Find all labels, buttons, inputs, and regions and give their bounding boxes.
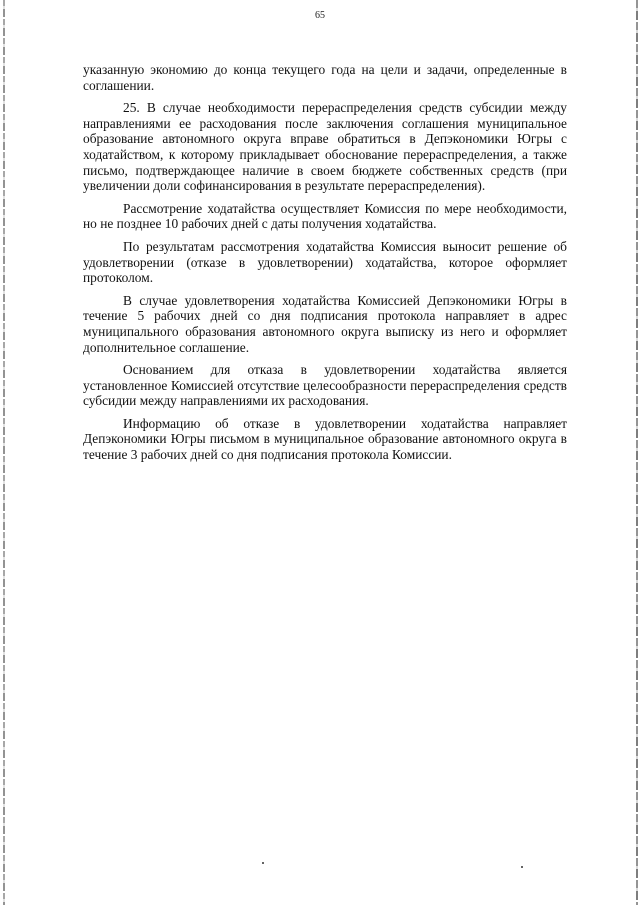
scan-speck <box>521 866 523 868</box>
page-number: 65 <box>315 10 325 21</box>
scan-edge-left <box>3 0 5 905</box>
paragraph-review: Рассмотрение ходатайства осуществляет Комиссия по мере необходимости, но не позднее 10 рабочих дней с даты получения ходатайства. <box>83 200 567 232</box>
paragraph-decision: По результатам рассмотрения ходатайства Комиссия выносит решение об удовлетворении (отказе в удовлетворении) ходатайства, которое оформляет протоколом. <box>83 238 567 286</box>
paragraph-refusal-notice: Информацию об отказе в удовлетворении ходатайства направляет Депэкономики Югры письмом в муниципальное образование автономного округа в течение 3 рабочих дней со дня подписания протокола Комиссии. <box>83 415 567 463</box>
paragraph-continuation: указанную экономию до конца текущего года на цели и задачи, определенные в соглашении. <box>83 62 567 93</box>
paragraph-refusal-grounds: Основанием для отказа в удовлетворении ходатайства является установленное Комиссией отсутствие целесообразности перераспределения средств субсидии между направлениями их расходования. <box>83 362 567 409</box>
paragraph-approval: В случае удовлетворения ходатайства Комиссией Депэкономики Югры в течение 5 рабочих дней со дня подписания протокола направляет в адрес муниципального образования автономного округа выписку из него и оформляет дополнительное соглашение. <box>83 292 567 355</box>
body-text <box>83 62 567 470</box>
scan-speck <box>262 862 264 864</box>
paragraph-item-25: 25. В случае необходимости перераспределения средств субсидии между направлениями ее расходования после заключения соглашения муниципальное образование автономного округа вправе обратиться в Депэкономики Югры с ходатайством, к которому прикладывает обоснование перераспределения, а также письмо, подтверждающее наличие в своем бюджете собственных средств (при увеличении доли софинансирования в результате перераспределения). <box>83 100 567 194</box>
scan-edge-right <box>636 0 638 905</box>
